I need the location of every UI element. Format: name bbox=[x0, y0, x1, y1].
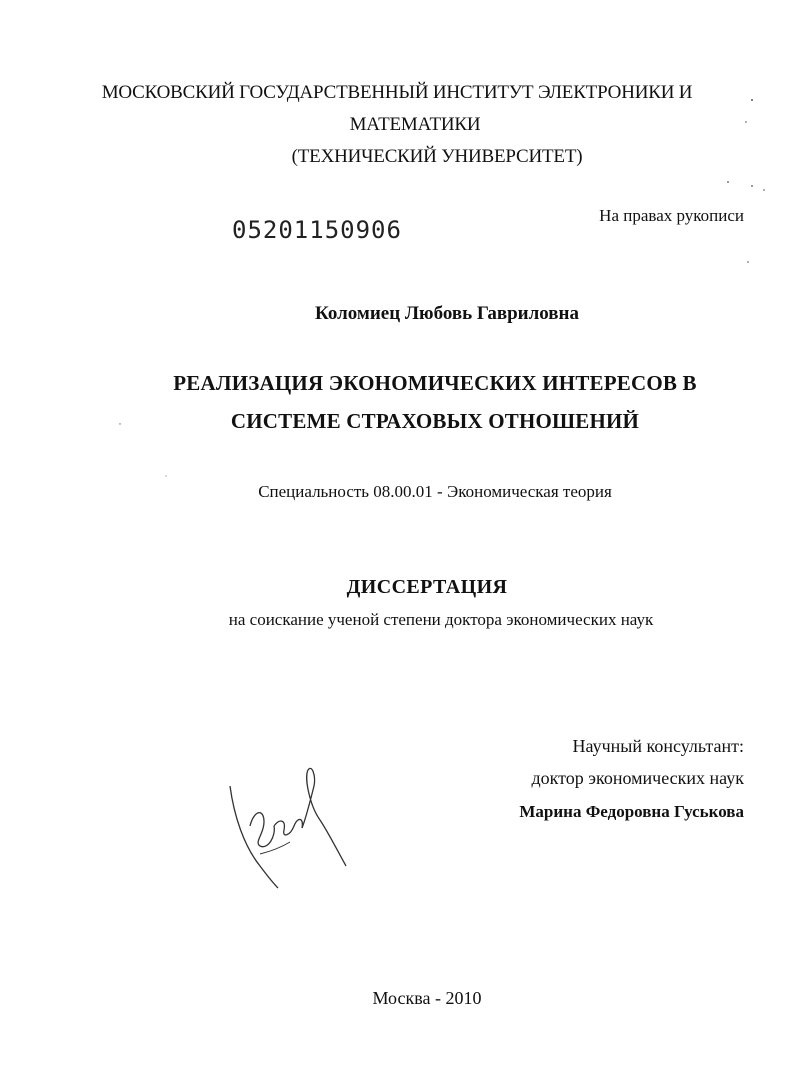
degree-line: на соискание ученой степени доктора экономических наук bbox=[228, 610, 654, 629]
consultant-name: Марина Федоровна Гуськова bbox=[519, 802, 744, 821]
author-name: Коломиец Любовь Гавриловна bbox=[315, 303, 579, 324]
city-year: Москва - 2010 bbox=[372, 988, 482, 1008]
consultant-label: Научный консультант: bbox=[572, 736, 744, 756]
title-line-1: РЕАЛИЗАЦИЯ ЭКОНОМИЧЕСКИХ ИНТЕРЕСОВ В bbox=[173, 371, 697, 395]
consultant-degree: доктор экономических наук bbox=[531, 768, 744, 788]
specialty: Специальность 08.00.01 - Экономическая теория bbox=[258, 482, 612, 501]
title-line-2: СИСТЕМЕ СТРАХОВЫХ ОТНОШЕНИЙ bbox=[230, 409, 640, 433]
catalog-code: 05201150906 bbox=[232, 216, 402, 244]
institute-name-line-2: МАТЕМАТИКИ bbox=[349, 114, 481, 135]
institute-name-line-3: (ТЕХНИЧЕСКИЙ УНИВЕРСИТЕТ) bbox=[291, 146, 583, 167]
document-type: ДИССЕРТАЦИЯ bbox=[346, 576, 508, 598]
rights-note: На правах рукописи bbox=[599, 206, 744, 225]
handwritten-signature bbox=[220, 756, 360, 896]
institute-name-line-1: МОСКОВСКИЙ ГОСУДАРСТВЕННЫЙ ИНСТИТУТ ЭЛЕКТРОНИКИ И bbox=[101, 82, 693, 103]
